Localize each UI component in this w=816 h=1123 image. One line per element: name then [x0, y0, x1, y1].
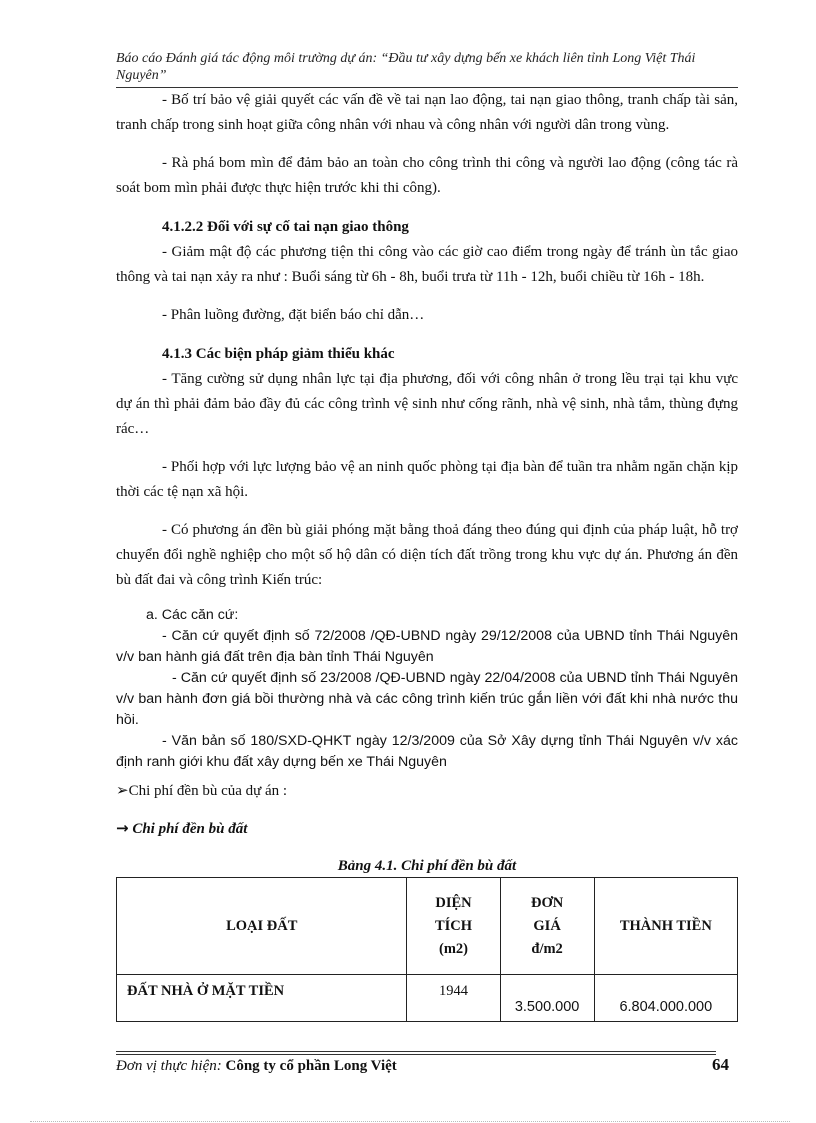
footer-organization: Công ty cổ phần Long Việt [225, 1058, 397, 1074]
paragraph: - Có phương án đền bù giải phóng mặt bằng thoả đáng theo đúng qui định của pháp luật, hỗ trợ chuyển đổi nghề nghiệp cho một số hộ dân có diện tích đất trồng trong khu vực dự án. Phương án đền bù đất đai và công trình Kiến trúc: [116, 522, 738, 588]
paragraph: - Phân luồng đường, đặt biển báo chỉ dẫn… [162, 307, 425, 323]
footer-divider [116, 1051, 716, 1052]
cell-land-type: ĐẤT NHÀ Ở MẶT TIỀN [117, 975, 407, 1022]
legal-basis [116, 605, 738, 773]
page-footer [116, 1058, 397, 1075]
paragraph: - Giảm mật độ các phương tiện thi công vào các giờ cao điểm trong ngày để tránh ùn tắc giao thông và tai nạn xảy ra như : Buổi sáng từ 6h - 8h, buổi trưa từ 11h - 12h, buổi chiều từ 16h - 18h. [116, 244, 738, 285]
header-price-line: GIÁ [533, 917, 561, 934]
footer-label: Đơn vị thực hiện: [116, 1058, 222, 1074]
footer-divider [116, 1054, 716, 1055]
land-cost-heading [116, 817, 738, 840]
cell-unit-price: 3.500.000 [500, 975, 594, 1022]
table-row [117, 975, 738, 1022]
page-bottom-edge [30, 1121, 790, 1122]
cell-total: 6.804.000.000 [594, 975, 737, 1022]
section-heading: 4.1.2.2 Đối với sự cố tai nạn giao thông [162, 219, 409, 235]
cost-heading-text: Chi phí đền bù của dự án : [128, 783, 288, 799]
basis-item: - Căn cứ quyết định số 23/2008 /QĐ-UBND ngày 22/04/2008 của UBND tỉnh Thái Nguyên v/v ban hành đơn giá bồi thường nhà và các công trình kiến trúc gắn liền với đất khi nhà nước thu hồi. [116, 670, 738, 728]
table-caption: Bảng 4.1. Chi phí đền bù đất [337, 858, 517, 874]
paragraph: - Tăng cường sử dụng nhân lực tại địa phương, đối với công nhân ở trong lều trại tại khu vực dự án thì phải đảm bảo đầy đủ các công trình vệ sinh như cống rãnh, nhà vệ sinh, nhà tắm, thùng đựng rác… [116, 371, 738, 437]
right-arrow-icon: → [116, 819, 129, 837]
header-area-line: TÍCH [434, 917, 473, 934]
header-price-line: đ/m2 [531, 940, 563, 957]
paragraph: - Rà phá bom mìn để đảm bảo an toàn cho công trình thi công và người lao động (công tác rà soát bom mìn phải được thực hiện trước khi thi công). [116, 155, 738, 196]
paragraph: - Bố trí bảo vệ giải quyết các vấn đề về tai nạn lao động, tai nạn giao thông, tranh chấp tài sản, tranh chấp trong sinh hoạt giữa công nhân với nhau và công nhân với người dân trong vùng. [116, 92, 738, 133]
cell-area: 1944 [407, 975, 500, 1022]
header-cell-type: LOẠI ĐẤT [117, 878, 407, 975]
paragraph: - Phối hợp với lực lượng bảo vệ an ninh quốc phòng tại địa bàn để tuần tra nhằm ngăn chặn kịp thời các tệ nạn xã hội. [116, 459, 738, 500]
header-area-line: DIỆN [435, 894, 472, 911]
header-price-line: ĐƠN [530, 894, 564, 911]
basis-label: a. Các căn cứ: [146, 607, 239, 623]
section-heading: 4.1.3 Các biện pháp giảm thiểu khác [162, 346, 395, 362]
body-content [116, 88, 738, 892]
header-cell-area [407, 878, 500, 975]
table-header-row [117, 878, 738, 975]
arrow-bullet-icon: ➢ [116, 781, 129, 799]
land-cost-table [116, 877, 738, 1022]
page-header: Báo cáo Đánh giá tác động môi trường dự án: “Đầu tư xây dựng bến xe khách liên tỉnh Long Việt Thái Nguyên” [116, 51, 696, 83]
header-area-line: (m2) [439, 940, 469, 957]
header-cell-total: THÀNH TIỀN [594, 878, 737, 975]
page-number: 64 [712, 1055, 729, 1074]
basis-item: - Văn bản số 180/SXD-QHKT ngày 12/3/2009 của Sở Xây dựng tỉnh Thái Nguyên v/v xác định ranh giới khu đất xây dựng bến xe Thái Nguyên [116, 733, 738, 770]
header-cell-price [500, 878, 594, 975]
basis-item: - Căn cứ quyết định số 72/2008 /QĐ-UBND ngày 29/12/2008 của UBND tỉnh Thái Nguyên v/v ban hành giá đất trên địa bàn tỉnh Thái Nguyên [116, 628, 738, 665]
land-cost-heading-text: Chi phí đền bù đất [132, 821, 248, 837]
cost-heading [116, 779, 738, 802]
